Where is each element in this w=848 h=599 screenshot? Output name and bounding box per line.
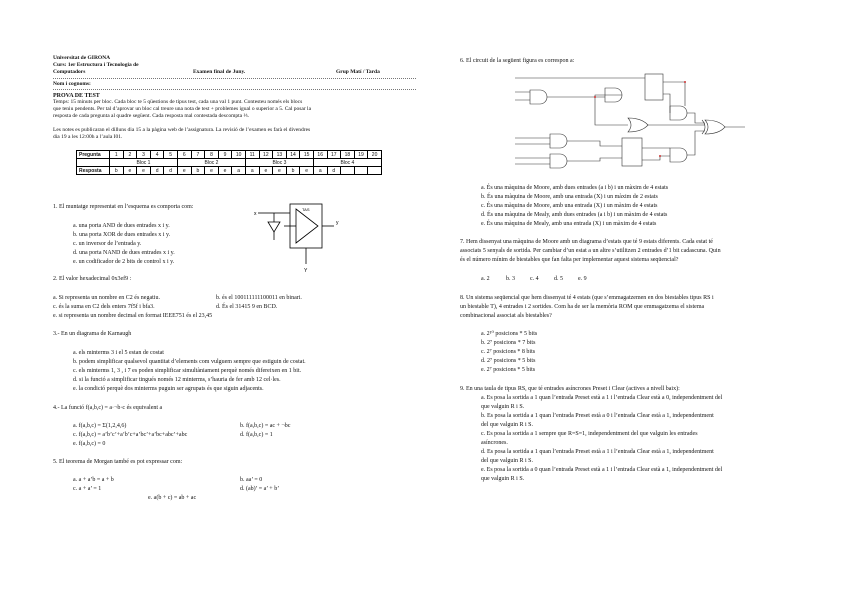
q4-option-e[interactable]: e. f(a,b,c) = 0 bbox=[73, 441, 106, 447]
question-9-title: 9. En una taula de tipus RS, que té entrades asíncrones Preset i Clear (actives a nivell baix): bbox=[460, 386, 680, 392]
junction-dot bbox=[659, 155, 661, 157]
question-number: 8 bbox=[205, 151, 219, 159]
q9-option-d[interactable]: d. Es posa la sortida a 1 quan l’entrada Preset està a 1 i l’entrada Clear està a 1, independentment bbox=[481, 449, 714, 455]
q3-option-d[interactable]: d. si la funció a simplificar tingués només 12 minterms, s’hauria de fer amb 12 cel·les. bbox=[73, 377, 281, 383]
question-1-title: 1. El muntatge representat en l’esquema es comporta com: bbox=[53, 204, 194, 210]
q6-option-c[interactable]: c. És una màquina de Moore, amb una entrada (X) i un màxim de 4 estats bbox=[481, 203, 658, 209]
question-8-title-line: un biestable T), 4 entrades i 2 sortides. Com ha de ser la memòria ROM que emmagatzema el sistema bbox=[460, 304, 705, 310]
q1-option-a[interactable]: a. una porta AND de dues entrades x i y. bbox=[73, 223, 170, 229]
question-number: 5 bbox=[164, 151, 178, 159]
answer-cell[interactable] bbox=[341, 167, 355, 175]
flip-flop-top bbox=[645, 74, 663, 100]
notes-line: dia 19 a les 12:00h a l’aula I01. bbox=[53, 134, 123, 140]
block-label: Bloc 4 bbox=[313, 159, 381, 167]
q9-option-c-cont: asíncrones. bbox=[481, 440, 508, 446]
question-number: 3 bbox=[137, 151, 151, 159]
q5-option-a[interactable]: a. a + a’b = a + b bbox=[73, 477, 114, 483]
q5-option-d[interactable]: d. (ab)’ = a’ + b’ bbox=[240, 486, 280, 492]
answer-table bbox=[76, 150, 382, 175]
q2-option-b[interactable]: b. és el 100111111100011 en binari. bbox=[216, 295, 302, 301]
x-label: x bbox=[254, 211, 257, 217]
xor-gate-icon bbox=[705, 120, 725, 134]
question-number-row bbox=[77, 151, 382, 159]
answer-cell[interactable]: d bbox=[164, 167, 178, 175]
question-number: 16 bbox=[313, 151, 327, 159]
question-7-title-line: 7. Hem dissenyat una màquina de Moore amb un diagrama d’estats que té 9 estats diferents. Cada estat té bbox=[460, 239, 713, 245]
question-number: 19 bbox=[354, 151, 368, 159]
question-number: 13 bbox=[273, 151, 287, 159]
q1-option-e[interactable]: e. un codificador de 2 bits de control x i y. bbox=[73, 259, 175, 265]
q6-option-a[interactable]: a. És una màquina de Moore, amb dues entrades (a i b) i un màxim de 4 estats bbox=[481, 185, 669, 191]
q6-option-e[interactable]: e. És una màquina de Mealy, amb una entrada (X) i un màxim de 4 estats bbox=[481, 221, 657, 227]
block-label: Bloc 2 bbox=[177, 159, 245, 167]
test-title: PROVA DE TEST bbox=[53, 93, 100, 99]
box-label: TAS bbox=[302, 207, 310, 212]
q5-option-c[interactable]: c. a + a’ = 1 bbox=[73, 486, 102, 492]
intro-line: Temps: 15 minuts per bloc. Cada bloc te 5 qüestions de tipus test, cada una val 1 punt. Contesteu només els blocs bbox=[53, 99, 303, 105]
q6-option-b[interactable]: b. És una màquina de Moore, amb una entrada (X) i un màxim de 2 estats bbox=[481, 194, 658, 200]
q3-option-a[interactable]: a. els minterms 3 i el 5 estan de costat bbox=[73, 350, 164, 356]
q6-option-d[interactable]: d. És una màquina de Mealy, amb dues entrades (a i b) i un màxim de 4 estats bbox=[481, 212, 668, 218]
q9-option-c[interactable]: c. Es posa la sortida a 1 sempre que R=S=1, independentment del que valguin les entrades bbox=[481, 431, 698, 437]
question-number: 18 bbox=[341, 151, 355, 159]
z-label: Y bbox=[304, 268, 308, 274]
q1-circuit-diagram bbox=[250, 196, 340, 276]
q8-option-e[interactable]: e. 2⁷ posicions * 5 bits bbox=[481, 367, 536, 373]
and-gate-icon bbox=[550, 134, 567, 148]
question-number: 15 bbox=[300, 151, 314, 159]
q3-option-b[interactable]: b. podem simplificar qualsevol quantitat d’elements com vulguem sempre que estiguin de costat. bbox=[73, 359, 306, 365]
question-8-title-line: 8. Un sistema seqüencial que hem dissenyat té 4 estats (que s’emmagatzemen en dos biestables tipus RS i bbox=[460, 295, 714, 301]
answer-cell[interactable]: d bbox=[327, 167, 341, 175]
question-number: 11 bbox=[245, 151, 259, 159]
question-row-label: Pregunta bbox=[77, 151, 110, 159]
q1-option-c[interactable]: c. un inversor de l’entrada y. bbox=[73, 241, 142, 247]
name-label: Nom i cognoms: bbox=[53, 81, 91, 87]
question-number: 10 bbox=[232, 151, 246, 159]
amplifier-icon bbox=[296, 209, 318, 243]
or-gate-icon bbox=[628, 118, 648, 132]
answer-cell[interactable]: e bbox=[259, 167, 273, 175]
answer-cell[interactable]: b bbox=[191, 167, 205, 175]
course-line-1: Curs: 1er Estructura i Tecnologia de bbox=[53, 62, 139, 68]
answer-cell[interactable]: b bbox=[286, 167, 300, 175]
junction-dot bbox=[594, 96, 596, 98]
question-8-title-line: combinacional associat als biestables? bbox=[460, 313, 552, 319]
exam-title: Examen final de Juny. bbox=[193, 69, 246, 75]
block-row bbox=[77, 159, 382, 167]
and-gate-icon bbox=[550, 154, 567, 168]
q9-option-d-cont: del que valguin R i S. bbox=[481, 458, 533, 464]
question-number: 14 bbox=[286, 151, 300, 159]
q4-option-b[interactable]: b. f(a,b,c) = ac + ¬bc bbox=[240, 423, 291, 429]
and-gate-icon bbox=[670, 148, 687, 162]
q4-option-c[interactable]: c. f(a,b,c) = a’b’c’+a’b’c+a’bc’+a’bc+abc’+abc bbox=[73, 432, 188, 438]
q4-option-d[interactable]: d. f(a,b,c) = 1 bbox=[240, 432, 273, 438]
q9-option-a[interactable]: a. Es posa la sortida a 1 quan l’entrada Preset està a 1 i l’entrada Clear està a 0, independentment del bbox=[481, 395, 723, 401]
question-7-title-line: associats 5 senyals de sortida. Per cambiar d’un estat a un altre s’utilitzen 2 entrades d’1 bit cadascuna. Quin bbox=[460, 248, 721, 254]
answer-cell[interactable]: b bbox=[110, 167, 124, 175]
question-5-title: 5. El teorema de Morgan també es pot expressar com: bbox=[53, 459, 183, 465]
question-number: 17 bbox=[327, 151, 341, 159]
answer-cell[interactable]: a bbox=[245, 167, 259, 175]
answer-cell[interactable]: e bbox=[218, 167, 232, 175]
question-number: 7 bbox=[191, 151, 205, 159]
group-label: Grup Matí / Tarda bbox=[336, 69, 380, 75]
question-4-title: 4.- La funció f(a,b,c) = a·¬b·c és equivalent a bbox=[53, 405, 163, 411]
q9-option-a-cont: que valguin R i S. bbox=[481, 404, 525, 410]
intro-line: resposta de cada pregunta al quadre següent. Cada resposta mal contestada descompta ⅓. bbox=[53, 113, 249, 119]
q2-option-c[interactable]: c. és la suma en C2 dels enters 7f5f i bfa3. bbox=[53, 304, 155, 310]
block-row-blank bbox=[77, 159, 110, 167]
q2-option-d[interactable]: d. És el 31415 9 en BCD. bbox=[216, 304, 278, 310]
block-label: Bloc 3 bbox=[245, 159, 313, 167]
q9-option-e-cont: que valguin R i S. bbox=[481, 476, 525, 482]
question-number: 2 bbox=[123, 151, 137, 159]
y-label: y bbox=[336, 220, 339, 226]
question-7-title-line: és el número mínim de biestables que fan falta per implementar aquest sistema seqüencial? bbox=[460, 257, 679, 263]
university-name: Universitat de GIRONA bbox=[53, 55, 111, 61]
and-gate-icon bbox=[530, 90, 547, 104]
answer-cell[interactable]: d bbox=[150, 167, 164, 175]
xor-input-arc bbox=[702, 120, 705, 134]
answer-cell[interactable] bbox=[368, 167, 382, 175]
question-number: 20 bbox=[368, 151, 382, 159]
answer-cell[interactable]: e bbox=[137, 167, 151, 175]
question-number: 9 bbox=[218, 151, 232, 159]
q9-option-b[interactable]: b. Es posa la sortida a 1 quan l’entrada Preset està a 0 i l’entrada Clear està a 1, independentment bbox=[481, 413, 714, 419]
answer-row bbox=[77, 167, 382, 175]
header-divider bbox=[53, 78, 416, 79]
q7-option-a[interactable]: a. 2 bbox=[481, 276, 490, 282]
q8-option-c[interactable]: c. 2⁷ posicions * 8 bits bbox=[481, 349, 536, 355]
question-number: 12 bbox=[259, 151, 273, 159]
answer-cell[interactable]: e bbox=[273, 167, 287, 175]
question-number: 1 bbox=[110, 151, 124, 159]
intro-line: que teniu pendents. Per tal d’aprovar un bloc cal treure una nota de test + problemes igual o superior a 5. Cal posar la bbox=[53, 106, 312, 112]
q6-sequential-circuit bbox=[510, 68, 750, 180]
answer-cell[interactable]: e bbox=[300, 167, 314, 175]
answer-cell[interactable]: e bbox=[205, 167, 219, 175]
answer-cell[interactable]: a bbox=[313, 167, 327, 175]
flip-flop-bottom bbox=[622, 138, 642, 166]
question-6-title: 6. El circuit de la següent figura es correspon a: bbox=[460, 58, 575, 64]
q8-option-a[interactable]: a. 2¹⁰ posicions * 5 bits bbox=[481, 331, 538, 337]
q3-option-c[interactable]: c. els minterms 1, 3 , i 7 es poden simplificar simultàniament perquè només difereixen en 1 bit. bbox=[73, 368, 302, 374]
question-number: 6 bbox=[177, 151, 191, 159]
q1-option-b[interactable]: b. una porta XOR de dues entrades x i y. bbox=[73, 232, 171, 238]
question-2-title: 2. El valor hexadecimal 0x3ef9 : bbox=[53, 276, 132, 282]
q9-option-e[interactable]: e. Es posa la sortida a 0 quan l’entrada Preset està a 1 i l’entrada Clear està a 1, independentment del bbox=[481, 467, 723, 473]
q9-option-b-cont: del que valguin R i S. bbox=[481, 422, 533, 428]
block-label: Bloc 1 bbox=[110, 159, 178, 167]
answer-cell[interactable]: e bbox=[123, 167, 137, 175]
q8-option-b[interactable]: b. 2⁷ posicions * 7 bits bbox=[481, 340, 536, 346]
q5-option-b[interactable]: b. aa’ = 0 bbox=[240, 477, 263, 483]
q2-option-e[interactable]: e. si representa un nombre decimal en format IEEE751 és el 23,45 bbox=[53, 313, 213, 319]
q1-option-d[interactable]: d. una porta NAND de dues entrades x i y. bbox=[73, 250, 175, 256]
answer-row-label: Resposta bbox=[77, 167, 110, 175]
q7-option-c[interactable]: c. 4 bbox=[530, 276, 539, 282]
question-3-title: 3.- En un diagrama de Karnaugh bbox=[53, 331, 132, 337]
answer-cell[interactable]: e bbox=[177, 167, 191, 175]
q7-option-d[interactable]: d. 5 bbox=[554, 276, 563, 282]
notes-line: Les notes es publicaran el dilluns dia 15 a la pàgina web de l’assignatura. La revisió de l’examen es farà el divendres bbox=[53, 127, 311, 133]
answer-cell[interactable] bbox=[354, 167, 368, 175]
question-number: 4 bbox=[150, 151, 164, 159]
q5-option-e[interactable]: e. a(b + c) = ab + ac bbox=[148, 495, 197, 501]
q7-option-e[interactable]: e. 9 bbox=[578, 276, 587, 282]
q2-option-a[interactable]: a. Si representa un nombre en C2 és negatiu. bbox=[53, 295, 160, 301]
q8-option-d[interactable]: d. 2⁷ posicions * 5 bits bbox=[481, 358, 536, 364]
course-line-2: Computadors bbox=[53, 69, 86, 75]
answer-cell[interactable]: a bbox=[232, 167, 246, 175]
q4-option-a[interactable]: a. f(a,b,c) = Σ(1,2,4,6) bbox=[73, 423, 127, 429]
tri-state-buffer-icon bbox=[268, 222, 280, 232]
q3-option-e[interactable]: e. la condició perquè dos minterms puguin ser agrupats és que siguin adjacents. bbox=[73, 386, 264, 392]
name-divider bbox=[53, 89, 416, 90]
q7-option-b[interactable]: b. 3 bbox=[506, 276, 515, 282]
and-gate-icon bbox=[670, 106, 687, 120]
junction-dot bbox=[684, 81, 686, 83]
